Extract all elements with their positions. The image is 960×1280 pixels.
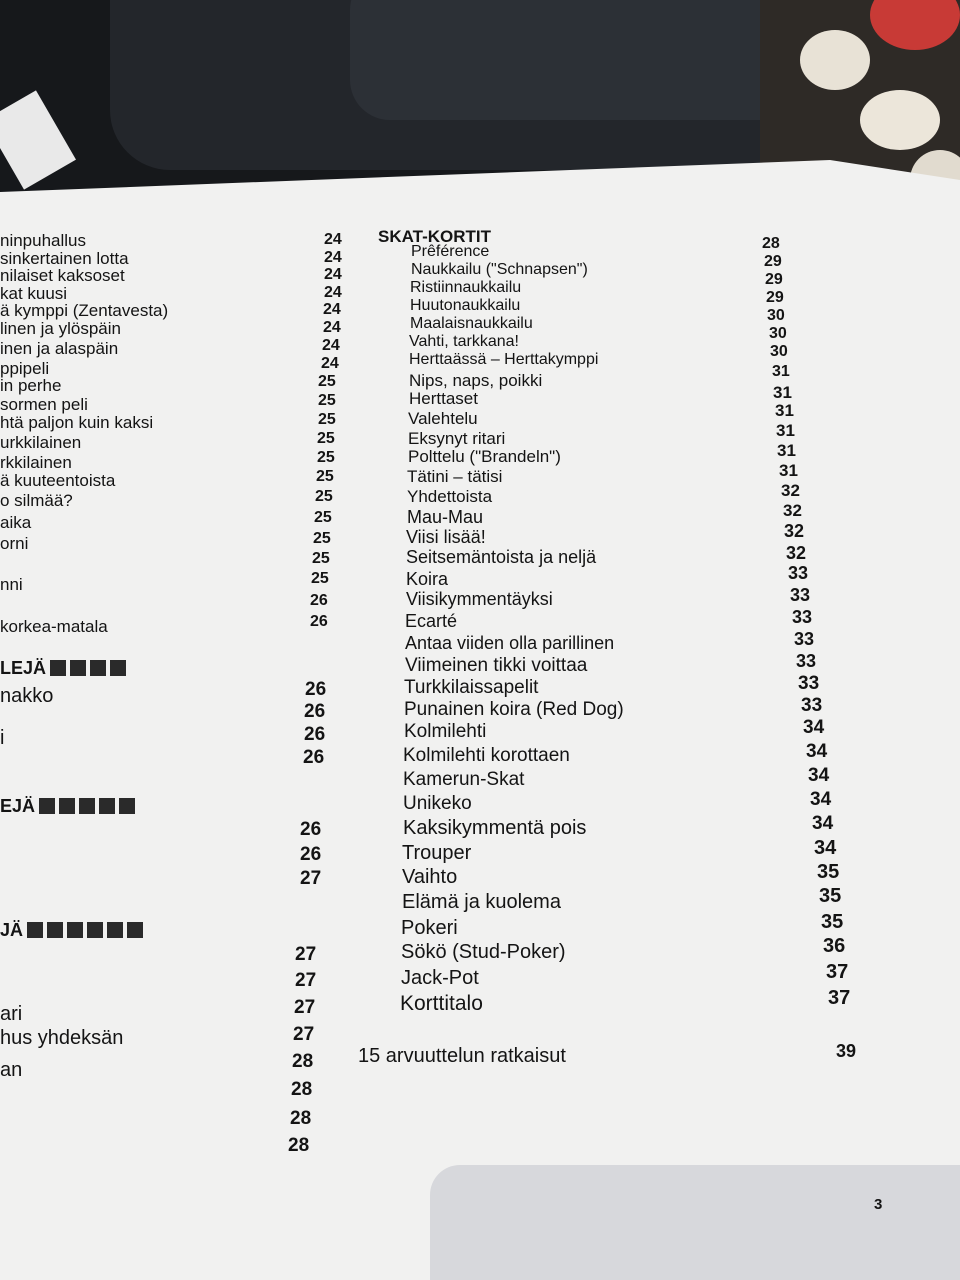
toc-entry-page: 35 (819, 885, 842, 907)
black-block (59, 798, 75, 814)
toc-entry-page: 32 (781, 481, 800, 500)
toc-entry-page: 32 (784, 521, 805, 541)
toc-entry-page: 29 (764, 253, 782, 270)
toc-entry-page: 34 (812, 813, 834, 834)
toc-entry-title: ninpuhallus (0, 231, 87, 250)
toc-entry-title: sormen peli (0, 395, 88, 414)
toc-entry-title: Ristiinnaukkailu (410, 279, 522, 296)
section-label-text: EJÄ (0, 796, 36, 816)
toc-entry-title: Tätini – tätisi (407, 467, 503, 486)
toc-entry-page: 26 (310, 592, 328, 609)
toc-entry-title: ä kuuteentoista (0, 471, 116, 490)
toc-entry-page: 34 (806, 741, 828, 762)
section-label-text: LEJÄ (0, 658, 47, 678)
footer-entry-page: 39 (836, 1041, 857, 1061)
toc-entry-page: 26 (300, 844, 322, 865)
black-block (27, 922, 43, 938)
toc-entry-page: 27 (294, 997, 316, 1018)
toc-entry-title: korkea-matala (0, 617, 108, 636)
toc-entry-page: 28 (288, 1135, 310, 1156)
toc-entry-page: 31 (776, 421, 795, 440)
toc-entry-title: Yhdettoista (407, 487, 493, 506)
toc-entry-title: Naukkailu ("Schnapsen") (411, 261, 588, 278)
toc-entry-page: 36 (823, 935, 846, 957)
toc-entry-title: Polttelu ("Brandeln") (408, 447, 561, 466)
toc-entry-title: in perhe (0, 376, 62, 395)
toc-entry-page: 25 (311, 570, 329, 587)
toc-entry-title: Koira (406, 569, 449, 589)
toc-entry-title: Viisi lisää! (406, 527, 486, 547)
toc-entry-title: hus yhdeksän (0, 1027, 124, 1049)
black-block (79, 798, 95, 814)
toc-entry-page: 34 (814, 837, 837, 859)
toc-entry-title: sinkertainen lotta (0, 249, 129, 268)
toc-entry-page: 25 (318, 411, 336, 428)
black-block (110, 660, 126, 676)
section-label-text: JÄ (0, 920, 24, 940)
toc-entry-page: 25 (313, 530, 331, 547)
toc-entry-page: 31 (775, 401, 794, 420)
toc-entry-page: 33 (801, 695, 823, 716)
toc-entry-page: 25 (318, 392, 336, 409)
toc-entry-page: 33 (796, 651, 817, 671)
toc-entry-title: nni (0, 575, 23, 594)
toc-entry-page: 25 (314, 509, 332, 526)
toc-entry-title: Viimeinen tikki voittaa (405, 655, 588, 676)
toc-entry-page: 29 (766, 289, 784, 306)
toc-entry-title: Antaa viiden olla parillinen (405, 633, 615, 653)
toc-entry-page: 25 (316, 468, 334, 485)
toc-entry-page: 27 (300, 868, 322, 889)
toc-entry-page: 24 (323, 301, 341, 318)
toc-entry-page: 30 (769, 325, 787, 342)
toc-entry-title: Prêférence (411, 243, 490, 260)
toc-entry-page: 26 (304, 724, 326, 745)
toc-entry-page: 33 (798, 673, 820, 694)
toc-entry-title: o silmää? (0, 491, 73, 510)
toc-entry-title: Eksynyt ritari (408, 429, 506, 448)
toc-entry-title: Seitsemäntoista ja neljä (406, 547, 597, 567)
toc-entry-page: 33 (790, 585, 811, 605)
toc-entry-page: 30 (770, 343, 788, 360)
toc-entry-title: Elämä ja kuolema (402, 891, 561, 913)
toc-entry-title: Kolmilehti korottaen (403, 745, 570, 766)
toc-entry-title: ari (0, 1003, 23, 1025)
toc-entry-title: Pokeri (401, 917, 458, 939)
toc-entry-page: 34 (803, 717, 825, 738)
black-block (99, 798, 115, 814)
toc-entry-title: Korttitalo (400, 992, 483, 1015)
toc-entry-title: Unikeko (403, 793, 472, 814)
toc-entry-page: 28 (292, 1051, 314, 1072)
toc-entry-title: aika (0, 513, 32, 532)
toc-entry-title: urkkilainen (0, 433, 82, 452)
toc-entry-page: 26 (310, 613, 328, 630)
toc-entry-page: 26 (304, 701, 326, 722)
toc-entry-title: Huutonaukkailu (410, 297, 521, 314)
toc-entry-title: Kolmilehti (404, 721, 487, 742)
toc-entry-page: 34 (810, 789, 832, 810)
toc-entry-title: kat kuusi (0, 284, 68, 303)
toc-entry-page: 35 (821, 911, 844, 933)
toc-entry-title: ä kymppi (Zentavesta) (0, 301, 169, 320)
toc-entry-page: 24 (323, 319, 341, 336)
section-heading: SKAT-KORTIT (378, 227, 492, 246)
toc-entry-title: nilaiset kaksoset (0, 266, 125, 285)
toc-entry-page: 31 (777, 441, 796, 460)
toc-entry-page: 25 (315, 488, 333, 505)
toc-entry-title: htä paljon kuin kaksi (0, 413, 154, 432)
toc-entry-page: 25 (317, 449, 335, 466)
toc-entry-page: 25 (318, 373, 336, 390)
toc-entry-page: 31 (773, 383, 792, 402)
toc-entry-title: Punainen koira (Red Dog) (404, 699, 624, 720)
toc-entry-page: 29 (765, 271, 783, 288)
toc-entry-title: Herttaässä – Herttakymppi (409, 351, 599, 368)
black-block (90, 660, 106, 676)
black-block (119, 798, 135, 814)
page-number: 3 (874, 1196, 883, 1213)
toc-entry-title: rkkilainen (0, 453, 72, 472)
toc-entry-page: 32 (783, 501, 802, 520)
toc-entry-page: 31 (779, 461, 798, 480)
toc-entry-title: an (0, 1059, 23, 1081)
toc-entry-title: Vahti, tarkkana! (409, 333, 519, 350)
black-block (50, 660, 66, 676)
toc-entry-page: 25 (312, 550, 330, 567)
toc-entry-page: 37 (828, 987, 851, 1009)
toc-entry-page: 32 (786, 543, 807, 563)
toc-entry-page: 28 (291, 1079, 313, 1100)
toc-entry-title: Mau-Mau (407, 507, 484, 527)
toc-entry-title: Vaihto (402, 866, 458, 888)
section-label (0, 796, 135, 817)
toc-entry-page: 24 (322, 337, 340, 354)
toc-entry-page: 31 (772, 363, 790, 380)
toc-entry-page: 26 (305, 679, 327, 700)
toc-entry-title: Kaksikymmentä pois (403, 817, 587, 839)
toc-entry-title: linen ja ylöspäin (0, 319, 121, 338)
toc-entry-page: 25 (317, 430, 335, 447)
black-block (39, 798, 55, 814)
toc-entry-page: 24 (324, 231, 342, 248)
black-block (47, 922, 63, 938)
toc-entry-page: 26 (300, 819, 322, 840)
toc-entry-title: nakko (0, 685, 54, 707)
toc-entry-title: Kamerun-Skat (403, 769, 525, 790)
toc-entry-title: i (0, 727, 5, 749)
toc-entry-page: 33 (788, 563, 809, 583)
toc-entry-page: 28 (290, 1108, 312, 1129)
toc-entry-title: Valehtelu (408, 409, 478, 428)
black-block (87, 922, 103, 938)
black-block (70, 660, 86, 676)
section-label (0, 920, 143, 941)
toc-entry-title: Ecarté (405, 611, 458, 631)
toc-entry-page: 27 (293, 1024, 315, 1045)
toc-entry-page: 24 (324, 249, 342, 266)
section-label (0, 658, 126, 679)
toc-entry-title: Sökö (Stud-Poker) (401, 941, 566, 963)
toc-entry-page: 33 (794, 629, 815, 649)
black-block (127, 922, 143, 938)
toc-entry-page: 27 (295, 944, 317, 965)
toc-entry-title: Trouper (402, 842, 472, 864)
toc-entry-title: Maalaisnaukkailu (410, 315, 533, 332)
black-block (107, 922, 123, 938)
toc-entry-title: Herttaset (409, 389, 478, 408)
toc-entry-title: ppipeli (0, 359, 50, 378)
toc-entry-title: Turkkilaissapelit (404, 677, 539, 698)
toc-entry-title: inen ja alaspäin (0, 339, 119, 358)
section-heading-page: 28 (762, 235, 780, 252)
toc-entry-page: 27 (295, 970, 317, 991)
black-block (67, 922, 83, 938)
toc-entry-page: 37 (826, 961, 849, 983)
toc-entry-page: 35 (817, 861, 840, 883)
toc-entry-title: Viisikymmentäyksi (406, 589, 553, 609)
toc-entry-page: 30 (767, 307, 785, 324)
toc-entry-title: orni (0, 534, 29, 553)
toc-entry-page: 24 (324, 266, 342, 283)
footer-entry-title: 15 arvuuttelun ratkaisut (358, 1045, 566, 1067)
toc-entry-page: 24 (321, 355, 339, 372)
toc-entry-page: 24 (324, 284, 342, 301)
toc-entry-page: 33 (792, 607, 813, 627)
toc-entry-title: Jack-Pot (401, 967, 479, 989)
toc-entry-page: 34 (808, 765, 830, 786)
toc-entry-page: 26 (303, 747, 325, 768)
toc-entry-title: Nips, naps, poikki (409, 371, 543, 390)
